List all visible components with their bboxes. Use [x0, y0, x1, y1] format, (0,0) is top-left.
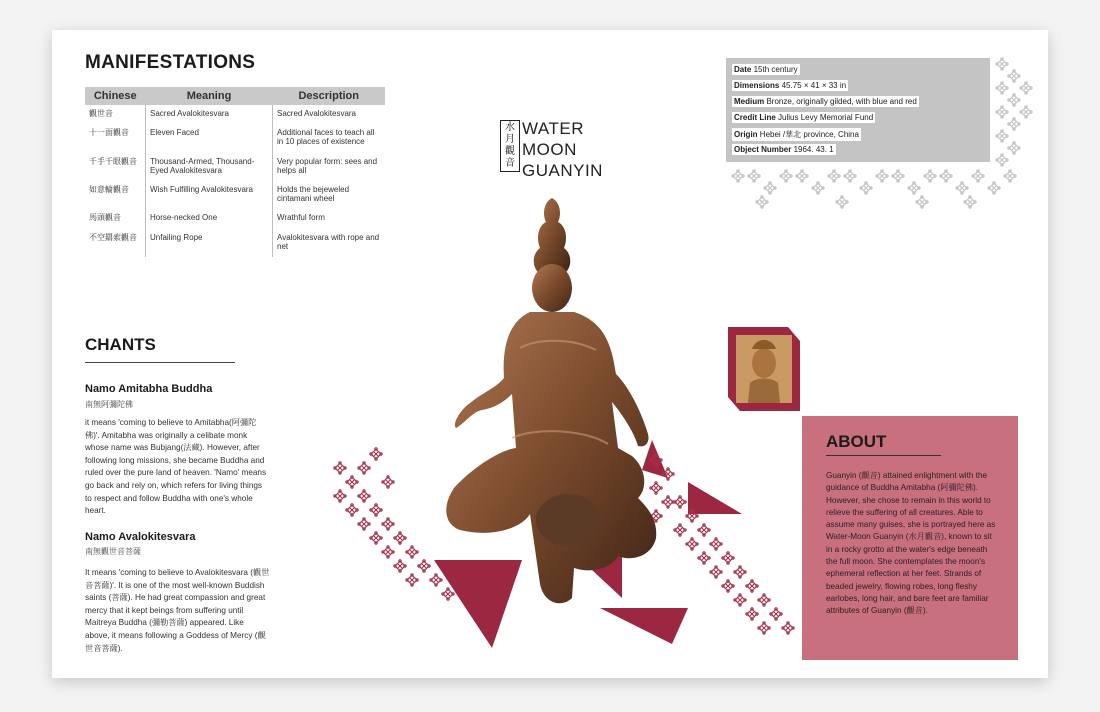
info-label: Object Number	[734, 145, 792, 154]
cell-meaning: Eleven Faced	[146, 124, 273, 152]
cell-chinese: 馬頭觀音	[89, 213, 121, 223]
about-heading: ABOUT	[826, 432, 887, 451]
cell-description: Very popular form: sees and helps all	[273, 153, 386, 181]
info-value: Julius Levy Memorial Fund	[778, 113, 874, 122]
info-label: Dimensions	[734, 81, 780, 90]
info-label: Medium	[734, 97, 765, 106]
info-label: Credit Line	[734, 113, 776, 122]
guanyin-face-thumbnail	[728, 327, 800, 411]
spread-page	[52, 30, 1048, 678]
cell-description: Additional faces to teach all in 10 places of existence	[273, 124, 386, 152]
gray-knot-pattern	[732, 58, 1032, 208]
info-value: Bronze, originally gilded, with blue and red	[766, 97, 917, 106]
info-label: Date	[734, 65, 752, 74]
title-seal: 水月觀音	[500, 120, 520, 172]
info-value: 15th century	[753, 65, 798, 74]
column-header-chinese: Chinese	[85, 87, 146, 105]
cell-description: Wrathful form	[273, 209, 386, 228]
chant-chinese: 南無觀世音菩薩	[85, 547, 141, 556]
chant-title: Namo Avalokitesvara	[85, 531, 196, 543]
chant-body: it means 'coming to believe to Amitabha(阿彌陀佛)'. Amitabha was originally a celibate monk whose name was Bubjang(法藏). However, after following long missions, she became Buddha and ruled over the pure land of heaven. 'Namo' means go back and rely on, which refers for living things to respect and follow Buddha with one's whole heart.	[85, 418, 267, 516]
cell-description: Avalokitesvara with rope and net	[273, 229, 386, 257]
column-header-description: Description	[273, 87, 386, 105]
cell-meaning: Wish Fulfilling Avalokitesvara	[146, 181, 273, 209]
guanyin-statue-image	[412, 188, 692, 628]
chant-body: It means 'coming to believe to Avalokitesvara (觀世音菩薩)'. It is one of the most well-known Buddish saints (菩薩). He had great compassion and great mercy that it kept beings from suffering until Maitreya Buddha (彌勒菩薩) appeared. Like above, it means following a Goddess of Mercy (觀世音菩薩).	[85, 568, 270, 653]
info-value: 45.75 × 41 × 33 in	[781, 81, 847, 90]
about-body: Guanyin (觀音) attained enlightment with the guidance of Buddha Amitabha (阿彌陀佛). However, she chose to remain in this world to relieve the suffering of all creatures. Able to assume many guises, she is portrayed here as Water-Moon Guanyin (水月觀音), known to sit in a rocky grotto at the water's edge beneath the full moon. She contemplates the moon's ephemeral reflection at her feet. Strands of beaded jewelry, flowing robes, long fleshy earlobes, long hair, and bare feet are familiar attributes of Guanyin (觀音).	[826, 471, 996, 616]
column-header-meaning: Meaning	[146, 87, 273, 105]
cell-meaning: Horse-necked One	[146, 209, 273, 228]
cell-chinese: 觀世音	[89, 109, 113, 118]
chant-chinese: 南無阿彌陀佛	[85, 400, 133, 409]
cell-description: Holds the bejeweled cintamani wheel	[273, 181, 386, 209]
cell-meaning: Unfailing Rope	[146, 229, 273, 257]
chant-title: Namo Amitabha Buddha	[85, 383, 213, 395]
about-divider	[826, 455, 941, 456]
title-guanyin: GUANYIN	[522, 161, 603, 180]
chants-heading: CHANTS	[85, 335, 156, 354]
title-water: WATER	[522, 119, 584, 138]
info-value: Hebei /華北 province, China	[759, 130, 859, 139]
cell-chinese: 十一面觀音	[89, 128, 129, 138]
cell-meaning: Thousand-Armed, Thousand-Eyed Avalokitesvara	[146, 153, 273, 181]
cell-meaning: Sacred Avalokitesvara	[146, 105, 273, 124]
info-value: 1964. 43. 1	[793, 145, 834, 154]
manifestations-heading: MANIFESTATIONS	[85, 52, 256, 73]
cell-chinese: 千手千眼觀音	[89, 156, 137, 166]
info-label: Origin	[734, 130, 758, 139]
cell-chinese: 如意輪觀音	[89, 184, 129, 194]
cell-description: Sacred Avalokitesvara	[273, 105, 386, 124]
cell-chinese: 不空羂索觀音	[89, 232, 137, 242]
title-moon: MOON	[522, 140, 577, 159]
